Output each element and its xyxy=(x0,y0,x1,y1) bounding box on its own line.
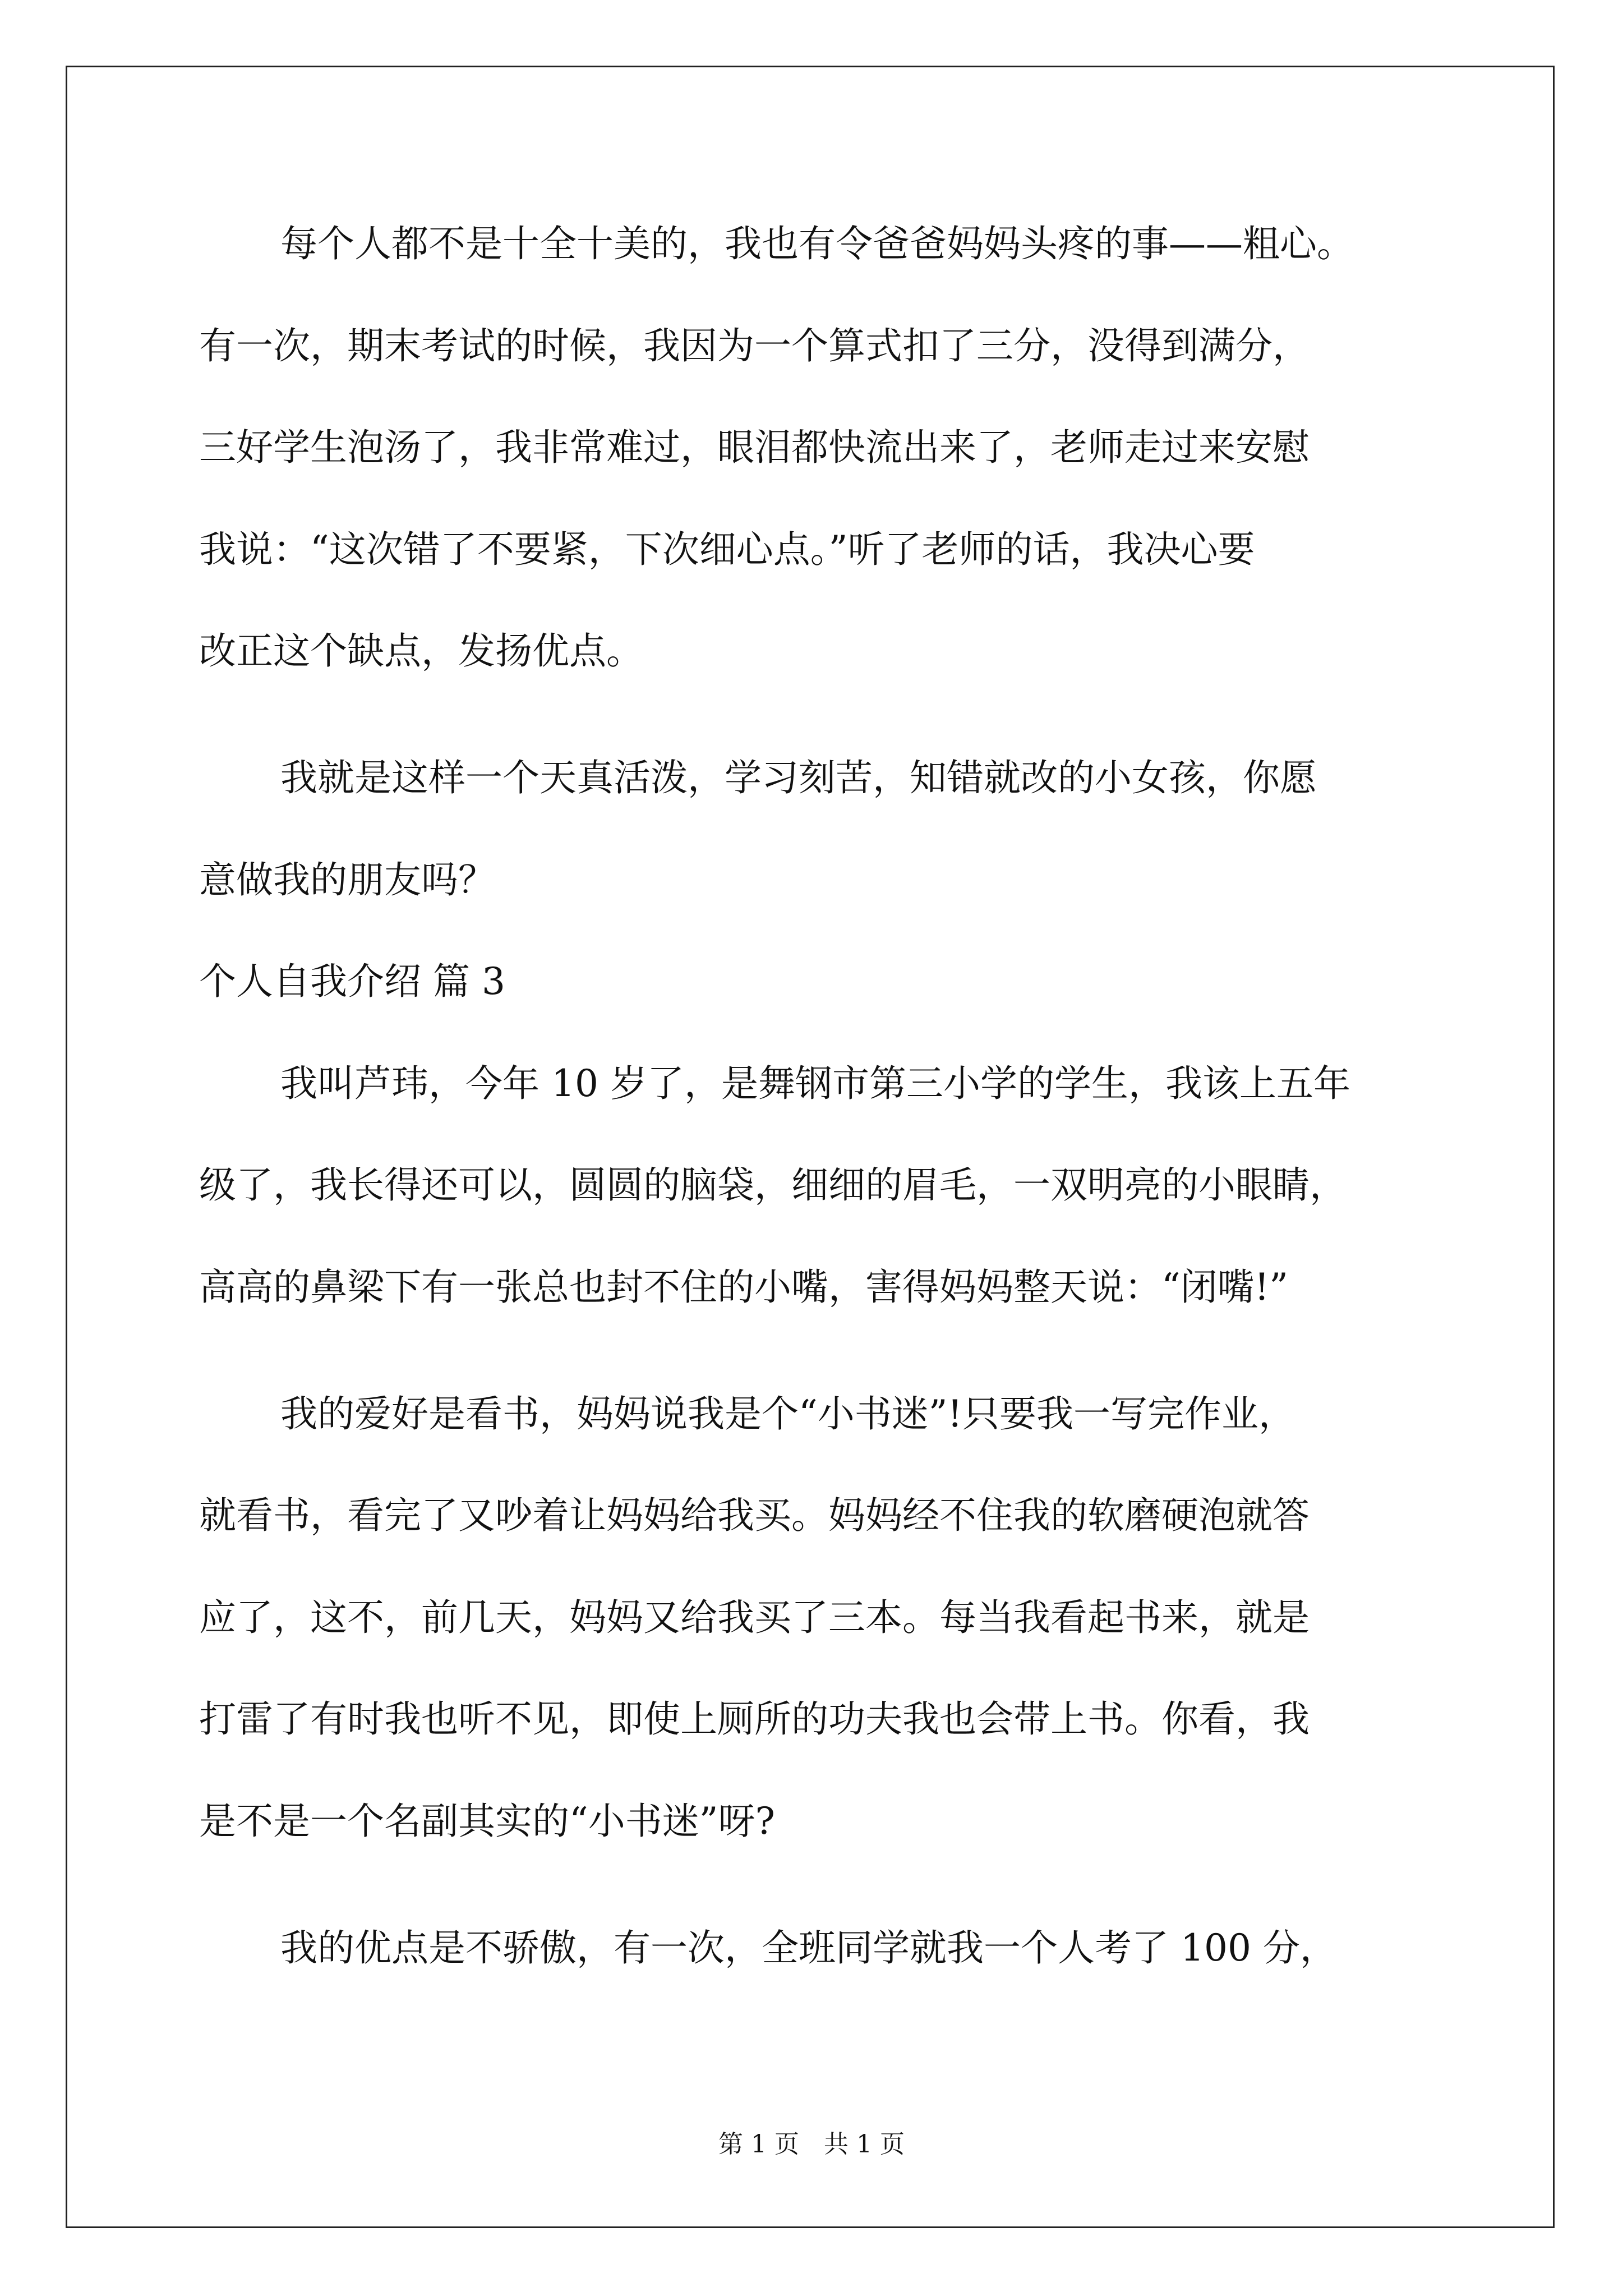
text-line: 应了，这不，前几天，妈妈又给我买了三本。每当我看起书来，就是 xyxy=(199,1596,1310,1639)
text-line: 意做我的朋友吗？ xyxy=(199,858,495,901)
text-line: 高高的鼻梁下有一张总也封不住的小嘴，害得妈妈整天说：“闭嘴!” xyxy=(199,1266,1289,1309)
text-line: 有一次，期末考试的时候，我因为一个算式扣了三分，没得到满分， xyxy=(199,324,1310,367)
text-line: 我的爱好是看书，妈妈说我是个“小书迷”!只要我一写完作业， xyxy=(280,1392,1296,1435)
text-line: 我叫芦玮，今年 10 岁了，是舞钢市第三小学的学生，我该上五年 xyxy=(280,1062,1350,1105)
text-line: 就看书，看完了又吵着让妈妈给我买。妈妈经不住我的软磨硬泡就答 xyxy=(199,1494,1310,1537)
text-line: 每个人都不是十全十美的，我也有令爸爸妈妈头疼的事——粗心。 xyxy=(280,222,1354,265)
text-line: 是不是一个名副其实的“小书迷”呀? xyxy=(199,1800,775,1843)
text-line: 级了，我长得还可以，圆圆的脑袋，细细的眉毛，一双明亮的小眼睛， xyxy=(199,1163,1347,1207)
text-line: 打雷了有时我也听不见，即使上厕所的功夫我也会带上书。你看，我 xyxy=(199,1697,1310,1741)
text-line: 三好学生泡汤了，我非常难过，眼泪都快流出来了，老师走过来安慰 xyxy=(199,426,1310,469)
page-border xyxy=(66,66,1555,2228)
page-number-footer: 第 1 页 共 1 页 xyxy=(718,2130,905,2159)
text-line: 我说：“这次错了不要紧，下次细心点。”听了老师的话，我决心要 xyxy=(199,528,1255,571)
text-line: 我的优点是不骄傲，有一次，全班同学就我一个人考了 100 分， xyxy=(280,1926,1337,1970)
text-line: 我就是这样一个天真活泼，学习刻苦，知错就改的小女孩，你愿 xyxy=(280,756,1317,799)
section-heading: 个人自我介绍 篇 3 xyxy=(199,960,505,1003)
text-line: 改正这个缺点，发扬优点。 xyxy=(199,629,643,673)
